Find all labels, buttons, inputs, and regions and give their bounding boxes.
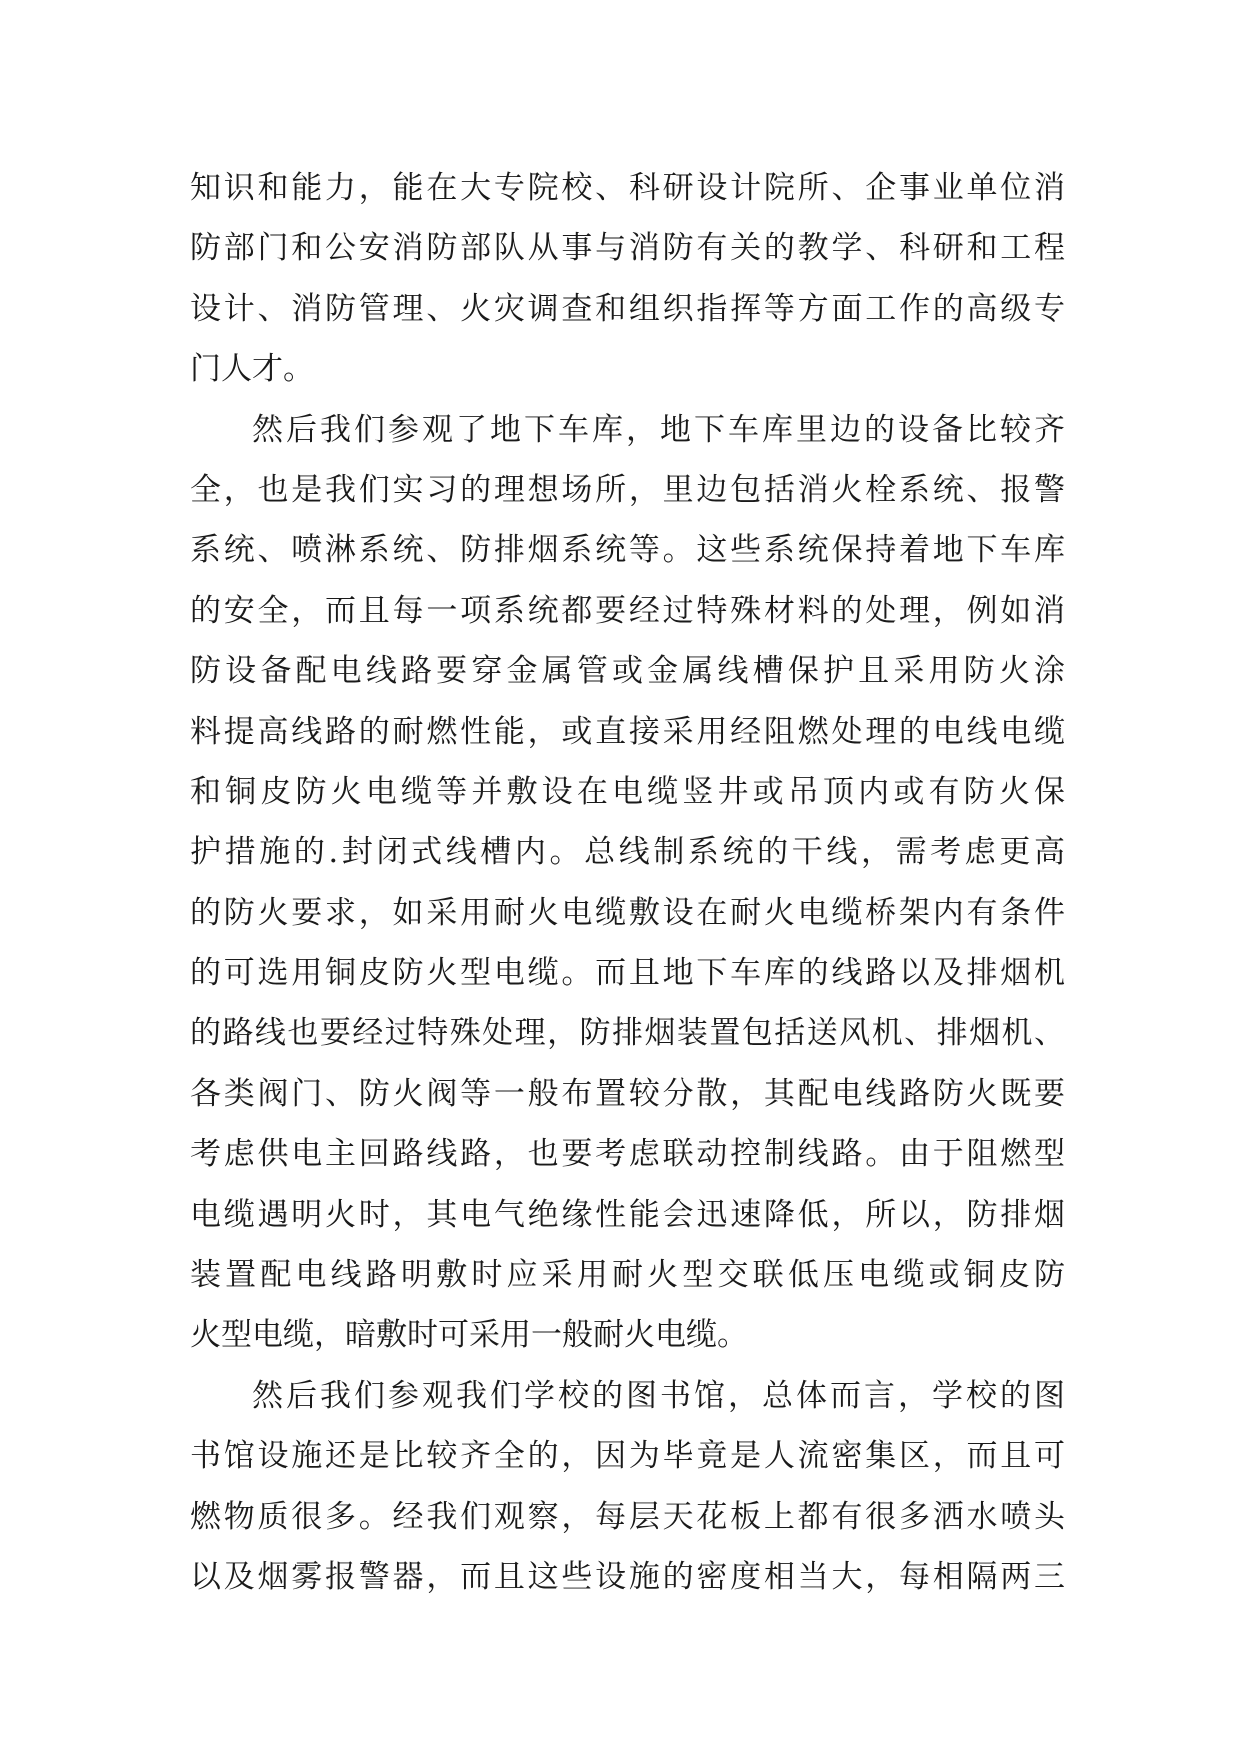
text-line: 的防火要求，如采用耐火电缆敷设在耐火电缆桥架内有条件	[190, 894, 1065, 931]
text-line: 护措施的.封闭式线槽内。总线制系统的干线，需考虑更高	[190, 834, 1065, 871]
text-line: 各类阀门、防火阀等一般布置较分散，其配电线路防火既要	[190, 1075, 1065, 1112]
paragraph-1	[190, 158, 1065, 400]
text-line: 全，也是我们实习的理想场所，里边包括消火栓系统、报警	[190, 471, 1065, 508]
text-line: 火型电缆，暗敷时可采用一般耐火电缆。	[190, 1317, 748, 1354]
paragraph-3	[190, 1366, 1065, 1608]
text-line: 的可选用铜皮防火型电缆。而且地下车库的线路以及排烟机	[190, 955, 1065, 992]
text-line: 然后我们参观了地下车库，地下车库里边的设备比较齐	[252, 411, 1065, 448]
text-line: 装置配电线路明敷时应采用耐火型交联低压电缆或铜皮防	[190, 1257, 1065, 1294]
paragraph-2	[190, 400, 1065, 1366]
text-line: 的安全，而且每一项系统都要经过特殊材料的处理，例如消	[190, 592, 1065, 629]
text-line: 防部门和公安消防部队从事与消防有关的教学、科研和工程	[190, 230, 1065, 267]
text-line: 设计、消防管理、火灾调查和组织指挥等方面工作的高级专	[190, 290, 1065, 327]
text-line: 系统、喷淋系统、防排烟系统等。这些系统保持着地下车库	[190, 532, 1065, 569]
text-line: 书馆设施还是比较齐全的，因为毕竟是人流密集区，而且可	[190, 1438, 1065, 1475]
text-line: 燃物质很多。经我们观察，每层天花板上都有很多洒水喷头	[190, 1498, 1065, 1535]
document-body	[190, 158, 1065, 1607]
text-line: 料提高线路的耐燃性能，或直接采用经阻燃处理的电线电缆	[190, 713, 1065, 750]
text-line: 防设备配电线路要穿金属管或金属线槽保护且采用防火涂	[190, 653, 1065, 690]
text-line: 考虑供电主回路线路，也要考虑联动控制线路。由于阻燃型	[190, 1136, 1065, 1173]
text-line: 电缆遇明火时，其电气绝缘性能会迅速降低，所以，防排烟	[190, 1196, 1065, 1233]
text-line: 以及烟雾报警器，而且这些设施的密度相当大，每相隔两三	[190, 1558, 1065, 1595]
text-line: 然后我们参观我们学校的图书馆，总体而言，学校的图	[252, 1377, 1065, 1414]
text-line: 门人才。	[190, 351, 314, 388]
text-line: 和铜皮防火电缆等并敷设在电缆竖井或吊顶内或有防火保	[190, 773, 1065, 810]
text-line: 的路线也要经过特殊处理，防排烟装置包括送风机、排烟机、	[190, 1015, 1065, 1052]
text-line: 知识和能力，能在大专院校、科研设计院所、企事业单位消	[190, 170, 1065, 206]
